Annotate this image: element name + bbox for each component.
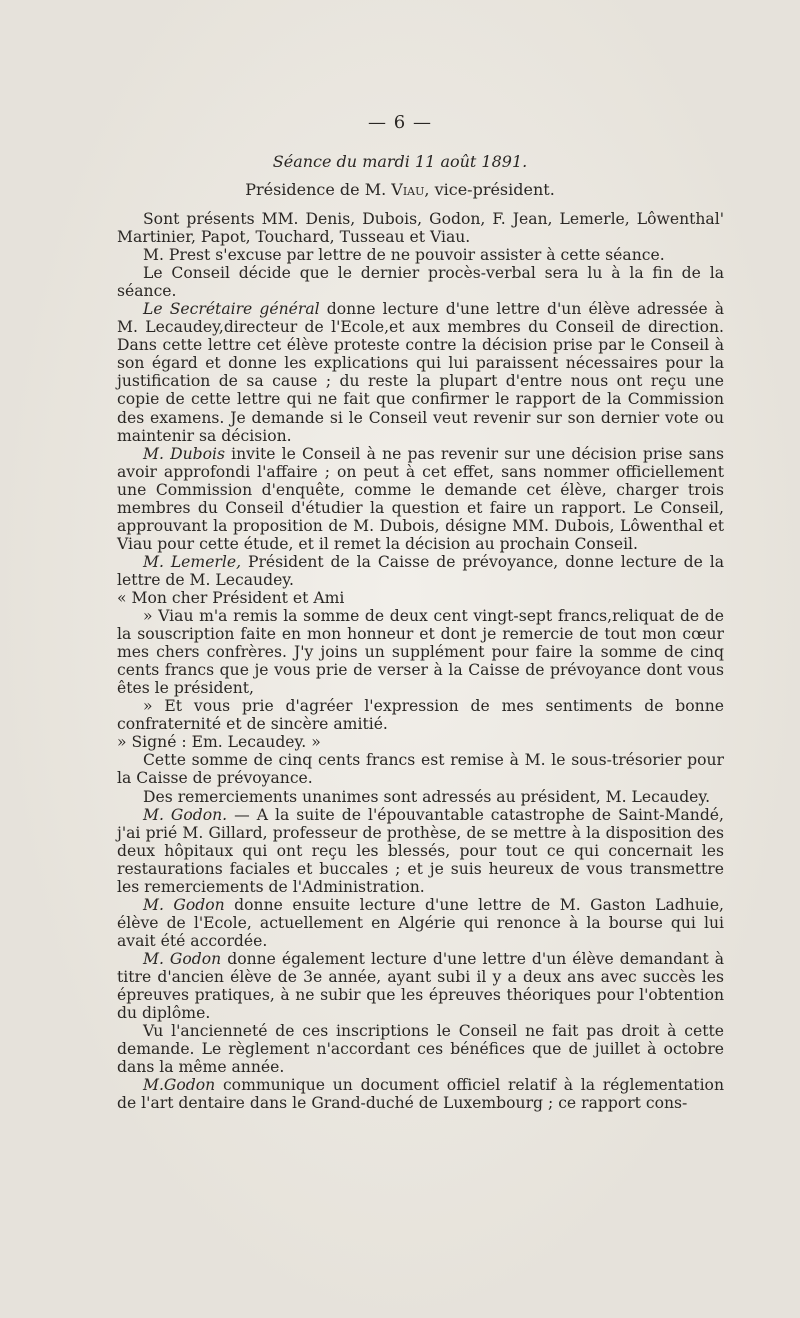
paragraph-text: — A la suite de l'épouvantable catastrophe de Saint-Mandé, j'ai prié M. Gillard, professeur de prothèse, de se mettre à la disposition des deux hôpitaux qui ont reçu les blessés, pour tout ce qui concernait les restaurations faciales et buccales ; et je suis heureux de vous transmettre les remerciements de l'Administration. [117,805,724,896]
minutes-body [117,210,724,1112]
presidence-suffix: , vice-président. [424,180,555,199]
paragraph-text: invite le Conseil à ne pas revenir sur une décision prise sans avoir approfondi l'affaire ; on peut à cet effet, sans nommer officiellement une Commission d'enquête, comme le demande cet élève, charger trois membres du Conseil d'étudier la question et faire un rapport. Le Conseil, approuvant la proposition de M. Dubois, désigne MM. Dubois, Lôwenthal et Viau pour cette étude, et il remet la décision au prochain Conseil. [117,444,724,553]
paragraph-speaker: M.Godon [143,1076,216,1095]
paragraph [117,589,724,607]
seance-title: Séance du mardi 11 août 1891. [272,152,528,171]
paragraph-text: « Mon cher Président et Ami [117,588,345,607]
paragraph [117,697,724,733]
paragraph-text: communique un document officiel relatif à la réglementation de l'art dentaire dans le Grand-duché de Luxembourg ; ce rapport cons- [117,1076,724,1113]
paragraph [117,751,724,787]
paragraph [117,950,724,1022]
paragraph-text: » Et vous prie d'agréer l'expression de mes sentiments de bonne confraternité et de sincère amitié. [117,697,724,734]
paragraph-text: Sont présents MM. Denis, Dubois, Godon, F. Jean, Lemerle, Lôwenthal' Martinier, Papot, Touchard, Tusseau et Viau. [117,210,724,247]
paragraph [117,1076,724,1112]
paragraph-text: Vu l'ancienneté de ces inscriptions le Conseil ne fait pas droit à cette demande. Le règlement n'accordant ces bénéfices que de juillet à octobre dans la même année. [117,1022,724,1077]
paragraph-text: donne lecture d'une lettre d'un élève adressée à M. Lecaudey,directeur de l'Ecole,et aux membres du Conseil de direction. Dans cette lettre cet élève proteste contre la décision prise par le Conseil à son égard et donne les explications qui lui paraissent nécessaires pour la justification de sa cause ; du reste la plupart d'entre nous ont reçu une copie de cette lettre qui ne fait que confirmer le rapport de la Commission des examens. Je demande si le Conseil veut revenir sur son dernier vote ou maintenir sa décision. [117,300,724,445]
page-number: — 6 — [368,112,432,133]
paragraph-text: Président de la Caisse de prévoyance, donne lecture de la lettre de M. Lecaudey. [117,552,724,589]
paragraph [117,445,724,553]
paragraph-speaker: Le Secrétaire général [143,300,320,319]
paragraph-speaker: M. Lemerle, [143,552,242,571]
presidence-prefix: Présidence de M. [245,180,392,199]
paragraph-text: » Signé : Em. Lecaudey. » [117,733,321,752]
paragraph-text: donne ensuite lecture d'une lettre de M. Gaston Ladhuie, élève de l'Ecole, actuellement en Algérie qui renonce à la bourse qui lui avait été accordée. [117,895,724,950]
paragraph [117,300,724,444]
presidence-line [0,180,800,199]
paragraph-text: Cette somme de cinq cents francs est remise à M. le sous-trésorier pour la Caisse de prévoyance. [117,751,724,788]
paragraph [117,733,724,751]
paragraph [117,210,724,246]
paragraph-text: » Viau m'a remis la somme de deux cent vingt-sept francs,reliquat de de la souscription faite en mon honneur et dont je remercie de tout mon cœur mes chers confrères. J'y joins un supplément pour faire la somme de cinq cents francs que je vous prie de verser à la Caisse de prévoyance dont vous êtes le président, [117,607,724,698]
paragraph-text: Le Conseil décide que le dernier procès-verbal sera lu à la fin de la séance. [117,264,724,301]
paragraph-speaker: M. Godon [143,895,225,914]
paragraph [117,806,724,896]
paragraph-speaker: M. Dubois [143,444,225,463]
paragraph-text: M. Prest s'excuse par lettre de ne pouvoir assister à cette séance. [143,246,665,265]
paragraph [117,553,724,589]
paragraph-text: Des remerciements unanimes sont adressés au président, M. Lecaudey. [143,787,711,806]
paragraph [117,1022,724,1076]
presidence-name: Viau [391,180,425,199]
paragraph-speaker: M. Godon [143,949,222,968]
paragraph-text: donne également lecture d'une lettre d'un élève demandant à titre d'ancien élève de 3e année, ayant subi il y a deux ans avec succès les épreuves pratiques, à ne subir que les épreuves théoriques pour l'obtention du diplôme. [117,949,725,1023]
paragraph [117,607,724,697]
paragraph [117,264,724,300]
paragraph [117,246,724,264]
paragraph [117,896,724,950]
paragraph [117,788,724,806]
paragraph-speaker: M. Godon. [143,805,228,824]
